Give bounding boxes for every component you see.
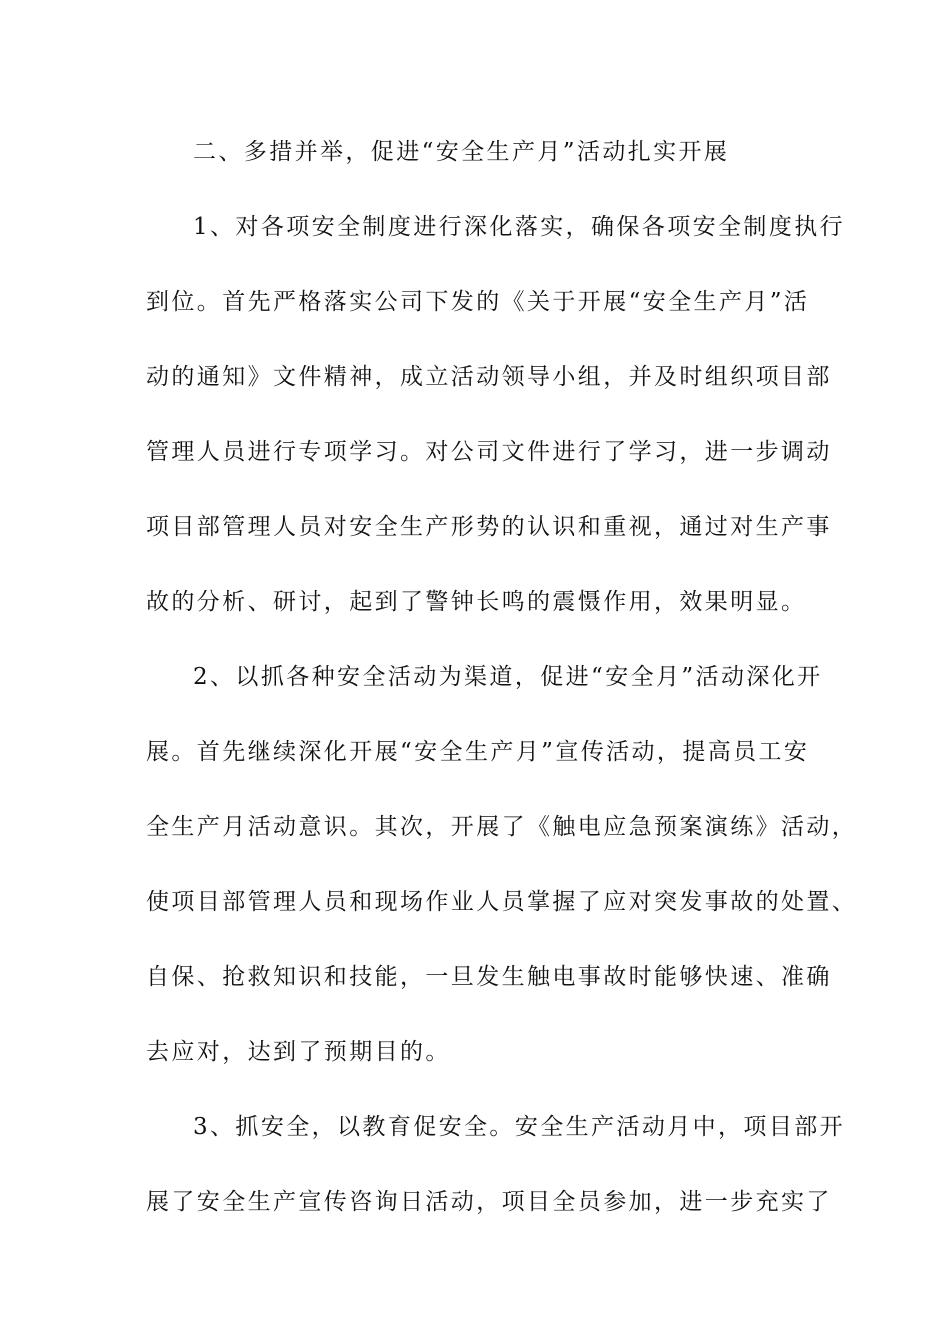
paragraph-line: 自保、抢救知识和技能，一旦发生触电事故时能够快速、准确: [146, 964, 832, 990]
paragraph-line: 项目部管理人员对安全生产形势的认识和重视，通过对生产事: [146, 514, 832, 540]
paragraph-line: 使项目部管理人员和现场作业人员掌握了应对突发事故的处置、: [146, 889, 858, 915]
paragraph-line: 管理人员进行专项学习。对公司文件进行了学习，进一步调动: [146, 439, 832, 465]
paragraph-line: 1、对各项安全制度进行深化落实，确保各项安全制度执行: [193, 214, 846, 240]
paragraph-line: 展了安全生产宣传咨询日活动，项目全员参加，进一步充实了: [146, 1189, 832, 1215]
paragraph-line: 展。首先继续深化开展“安全生产月”宣传活动，提高员工安: [146, 739, 810, 765]
paragraph-line: 2、以抓各种安全活动为渠道，促进“安全月”活动深化开: [193, 664, 823, 690]
paragraph-line: 去应对，达到了预期目的。: [146, 1039, 451, 1065]
paragraph-line: 全生产月活动意识。其次，开展了《触电应急预案演练》活动，: [146, 814, 858, 840]
section-heading: 二、多措并举，促进“安全生产月”活动扎实开展: [193, 139, 730, 165]
paragraph-line: 动的通知》文件精神，成立活动领导小组，并及时组织项目部: [146, 364, 832, 390]
paragraph-line: 故的分析、研讨，起到了警钟长鸣的震慑作用，效果明显。: [146, 589, 807, 615]
paragraph-line: 到位。首先严格落实公司下发的《关于开展“安全生产月”活: [146, 289, 810, 315]
paragraph-line: 3、抓安全，以教育促安全。安全生产活动月中，项目部开: [193, 1114, 846, 1140]
